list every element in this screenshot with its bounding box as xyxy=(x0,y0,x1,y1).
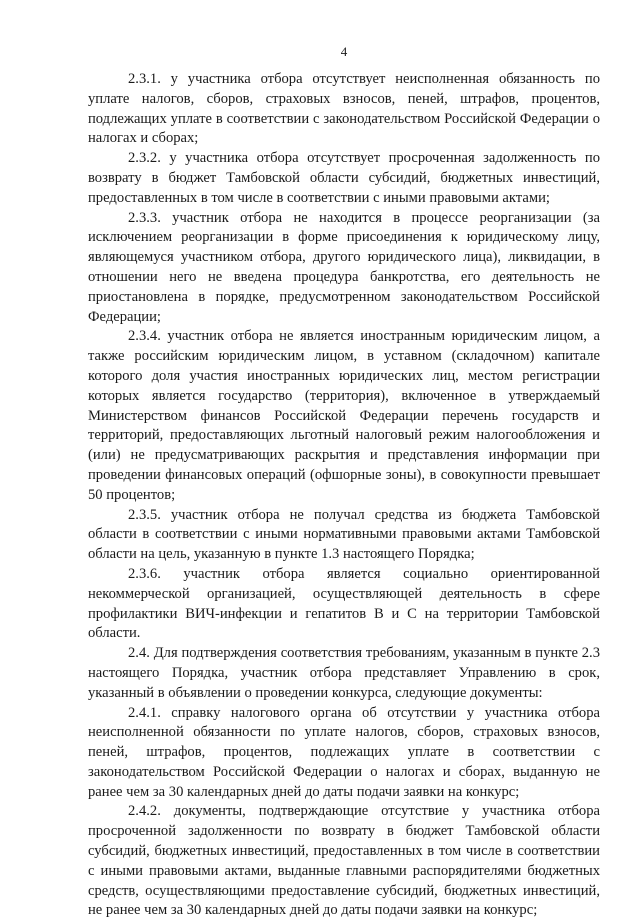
paragraph-2-3-2: 2.3.2. у участника отбора отсутствует просроченная задолженность по возврату в бюджет Тамбовской области субсидий, бюджетных инвестиций, предоставленных в том числе в соответствии с иными правовыми актами; xyxy=(88,150,600,206)
paragraph-2-4: 2.4. Для подтверждения соответствия требованиям, указанным в пункте 2.3 настоящего Порядка, участник отбора представляет Управлению в срок, указанный в объявлении о проведении конкурса, следующие документы: xyxy=(88,645,600,701)
paragraph-2-3-4: 2.3.4. участник отбора не является иностранным юридическим лицом, а также российским юридическим лицом, в уставном (складочном) капитале которого доля участия иностранных юридических лиц, местом регистрации которых является государство (территория), включенное в утверждаемый Министерством финансов Российской Федерации перечень государств и территорий, предоставляющих льготный налоговый режим налогообложения и (или) не предусматривающих раскрытия и представления информации при проведении финансовых операций (офшорные зоны), в совокупности превышает 50 процентов; xyxy=(88,328,600,503)
document-body xyxy=(88,70,600,921)
paragraph-2-3-3: 2.3.3. участник отбора не находится в процессе реорганизации (за исключением реорганизации в форме присоединения к юридическому лицу, являющемуся участником отбора, другого юридического лица), ликвидации, в отношении него не введена процедура банкротства, его деятельность не приостановлена в порядке, предусмотренном законодательством Российской Федерации; xyxy=(88,209,600,325)
paragraph-2-3-5: 2.3.5. участник отбора не получал средства из бюджета Тамбовской области в соответствии с иными нормативными правовыми актами Тамбовской области на цель, указанную в пункте 1.3 настоящего Порядка; xyxy=(88,506,600,563)
paragraph-2-3-1: 2.3.1. у участника отбора отсутствует неисполненная обязанность по уплате налогов, сборов, страховых взносов, пеней, штрафов, процентов, подлежащих уплате в соответствии с законодательством Российской Федерации о налогах и сборах; xyxy=(88,71,600,147)
paragraph-2-4-1: 2.4.1. справку налогового органа об отсутствии у участника отбора неисполненной обязанности по уплате налогов, сборов, страховых взносов, пеней, штрафов, процентов, подлежащих уплате в соответствии с законодательством Российской Федерации о налогах и сборах, выданную не ранее чем за 30 календарных дней до даты подачи заявки на конкурс; xyxy=(88,704,600,800)
page-number: 4 xyxy=(340,44,348,59)
paragraph-2-4-2: 2.4.2. документы, подтверждающие отсутствие у участника отбора просроченной задолженности по возврату в бюджет Тамбовской области субсидий, бюджетных инвестиций, предоставленных в том числе в соответствии с иными правовыми актами, выданные главными распорядителями бюджетных средств, осуществляющими предоставление субсидий, бюджетных инвестиций, не ранее чем за 30 календарных дней до даты подачи заявки на конкурс; xyxy=(88,803,600,919)
paragraph-2-3-6: 2.3.6. участник отбора является социально ориентированной некоммерческой организацией, осуществляющей деятельность в сфере профилактики ВИЧ-инфекции и гепатитов В и С на территории Тамбовской области. xyxy=(88,565,600,642)
